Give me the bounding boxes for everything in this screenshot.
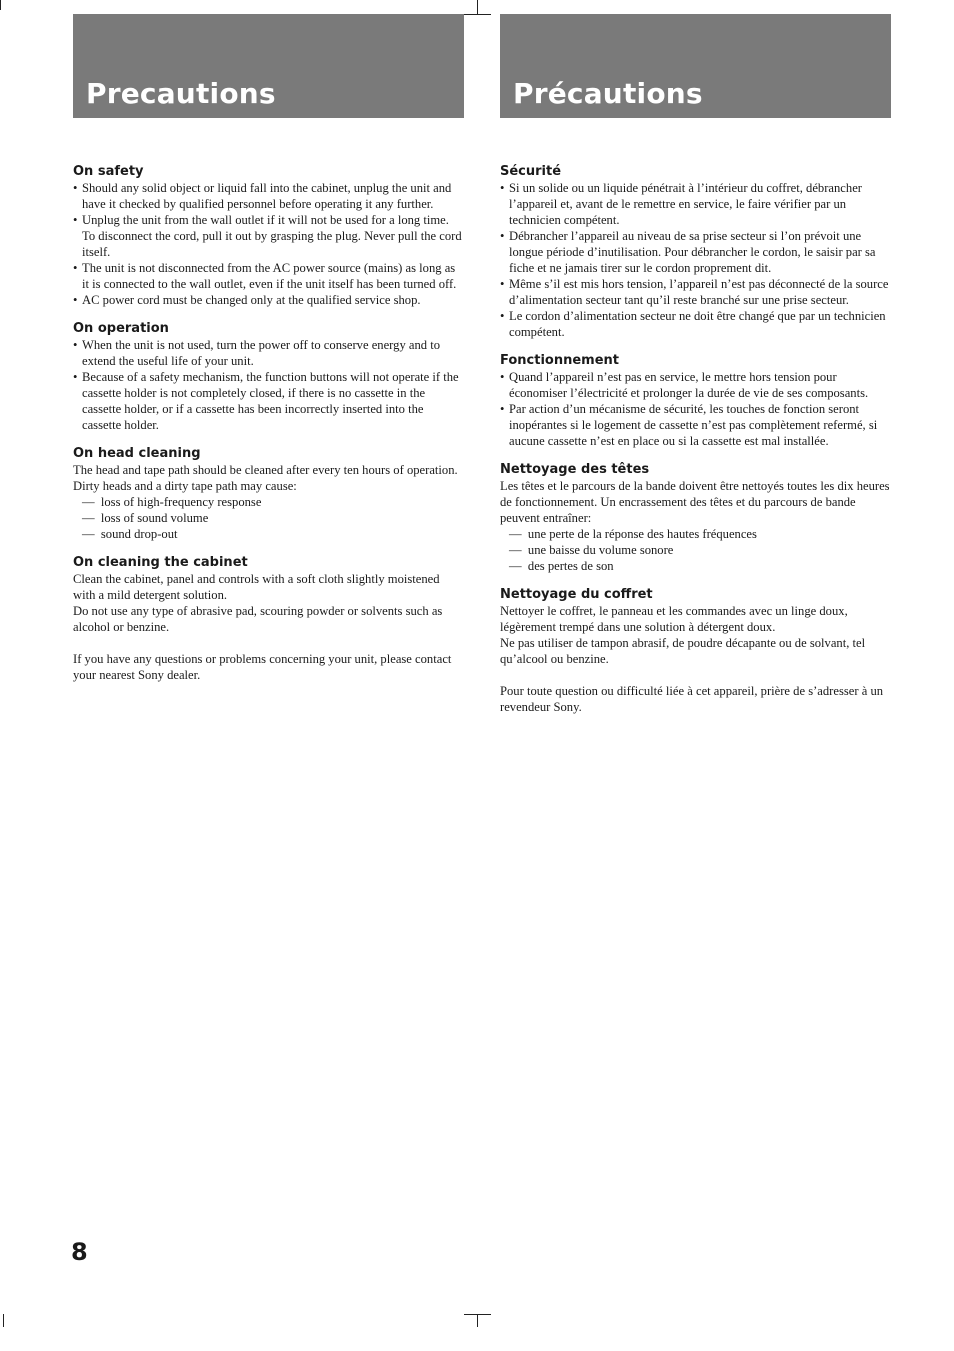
head-cleaning-section xyxy=(500,462,891,574)
list-item: • Because of a safety mechanism, the function buttons will not operate if the cassette holder is not completely closed, if there is no cassette in the cassette holder, or if a cassette has been incorrectly inserted into the cassette holder. xyxy=(73,369,464,433)
list-item: • Même s’il est mis hors tension, l’appareil n’est pas déconnecté de la source d’alimentation secteur tant qu’il reste branché sur une prise secteur. xyxy=(500,276,891,308)
list-item: — des pertes de son xyxy=(500,558,891,574)
french-column xyxy=(500,14,891,728)
bullet-list xyxy=(500,369,891,449)
list-item: • Quand l’appareil n’est pas en service, le mettre hors tension pour économiser l’électricité et prolonger la durée de vie de ses composants. xyxy=(500,369,891,401)
crop-mark-top-bar xyxy=(464,14,491,15)
operation-section xyxy=(500,353,891,449)
english-column xyxy=(73,14,464,696)
list-item: • Débrancher l’appareil au niveau de sa prise secteur si l’on prévoit une longue période d’inutilisation. Pour débrancher le cordon, le saisir par sa fiche et ne jamais tirer sur le cordon proprement dit. xyxy=(500,228,891,276)
section-heading: Fonctionnement xyxy=(500,353,620,368)
paragraph: Nettoyer le coffret, le panneau et les commandes avec un linge doux, légèrement trempé dans une solution à détergent doux. xyxy=(500,604,848,634)
safety-section xyxy=(500,164,891,340)
page-number: 8 xyxy=(71,1238,88,1266)
closing-paragraph: Pour toute question ou difficulté liée à cet appareil, prière de s’adresser à un revendeur Sony. xyxy=(500,684,884,714)
section-heading: Nettoyage des têtes xyxy=(500,462,650,477)
list-item: • Should any solid object or liquid fall into the cabinet, unplug the unit and have it checked by qualified personnel before operating it any further. xyxy=(73,180,464,212)
list-item: • Le cordon d’alimentation secteur ne doit être changé que par un technicien compétent. xyxy=(500,308,891,340)
list-item: — une perte de la réponse des hautes fréquences xyxy=(500,526,891,542)
list-item: • AC power cord must be changed only at the qualified service shop. xyxy=(73,292,464,308)
section-heading: Nettoyage du coffret xyxy=(500,587,653,602)
operation-section xyxy=(73,321,464,433)
content xyxy=(500,164,891,715)
list-item: • Unplug the unit from the wall outlet if it will not be used for a long time. To disconnect the cord, pull it out by grasping the plug. Never pull the cord itself. xyxy=(73,212,464,260)
section-heading: On operation xyxy=(73,321,169,336)
list-item: — loss of sound volume xyxy=(73,510,464,526)
list-item: — une baisse du volume sonore xyxy=(500,542,891,558)
page-title: Précautions xyxy=(513,77,703,110)
cabinet-section xyxy=(500,587,891,715)
list-item: — sound drop-out xyxy=(73,526,464,542)
section-heading: On cleaning the cabinet xyxy=(73,555,248,570)
section-heading: Sécurité xyxy=(500,164,562,179)
cabinet-section xyxy=(73,555,464,683)
title-banner xyxy=(73,14,464,118)
bullet-list xyxy=(73,180,464,308)
dash-list xyxy=(73,494,464,542)
title-banner xyxy=(500,14,891,118)
paragraph: Ne pas utiliser de tampon abrasif, de poudre décapante ou de solvant, tel qu’alcool ou benzine. xyxy=(500,636,866,666)
bullet-list xyxy=(500,180,891,340)
list-item: • The unit is not disconnected from the AC power source (mains) as long as it is connected to the wall outlet, even if the unit itself has been turned off. xyxy=(73,260,464,292)
paragraph: The head and tape path should be cleaned after every ten hours of operation. Dirty heads and a dirty tape path may cause: xyxy=(73,463,458,493)
safety-section xyxy=(73,164,464,308)
content xyxy=(73,164,464,683)
crop-mark-left-top xyxy=(0,0,1,10)
list-item: • Si un solide ou un liquide pénétrait à l’intérieur du coffret, débrancher l’appareil et, avant de le remettre en service, le faire vérifier par un technicien compétent. xyxy=(500,180,891,228)
list-item: • Par action d’un mécanisme de sécurité, les touches de fonction seront inopérantes si le logement de cassette n’est pas complètement refermé, si aucune cassette n’est en place ou si la cassette est mal installée. xyxy=(500,401,891,449)
section-heading: On safety xyxy=(73,164,144,179)
crop-mark-bottom xyxy=(477,1314,478,1327)
crop-mark-bottom-bar xyxy=(464,1314,491,1315)
bullet-list xyxy=(73,337,464,433)
list-item: • When the unit is not used, turn the power off to conserve energy and to extend the useful life of your unit. xyxy=(73,337,464,369)
page-title: Precautions xyxy=(86,77,276,110)
dash-list xyxy=(500,526,891,574)
paragraph: Clean the cabinet, panel and controls with a soft cloth slightly moistened with a mild detergent solution. xyxy=(73,572,440,602)
list-item: — loss of high-frequency response xyxy=(73,494,464,510)
head-cleaning-section xyxy=(73,446,464,542)
crop-mark-top xyxy=(477,0,478,14)
paragraph: Do not use any type of abrasive pad, scouring powder or solvents such as alcohol or benzine. xyxy=(73,604,443,634)
section-heading: On head cleaning xyxy=(73,446,201,461)
closing-paragraph: If you have any questions or problems concerning your unit, please contact your nearest Sony dealer. xyxy=(73,652,452,682)
paragraph: Les têtes et le parcours de la bande doivent être nettoyés toutes les dix heures de fonctionnement. Un encrassement des têtes et du parcours de bande peuvent entraîner: xyxy=(500,479,890,525)
crop-mark-left-bottom xyxy=(3,1314,4,1327)
